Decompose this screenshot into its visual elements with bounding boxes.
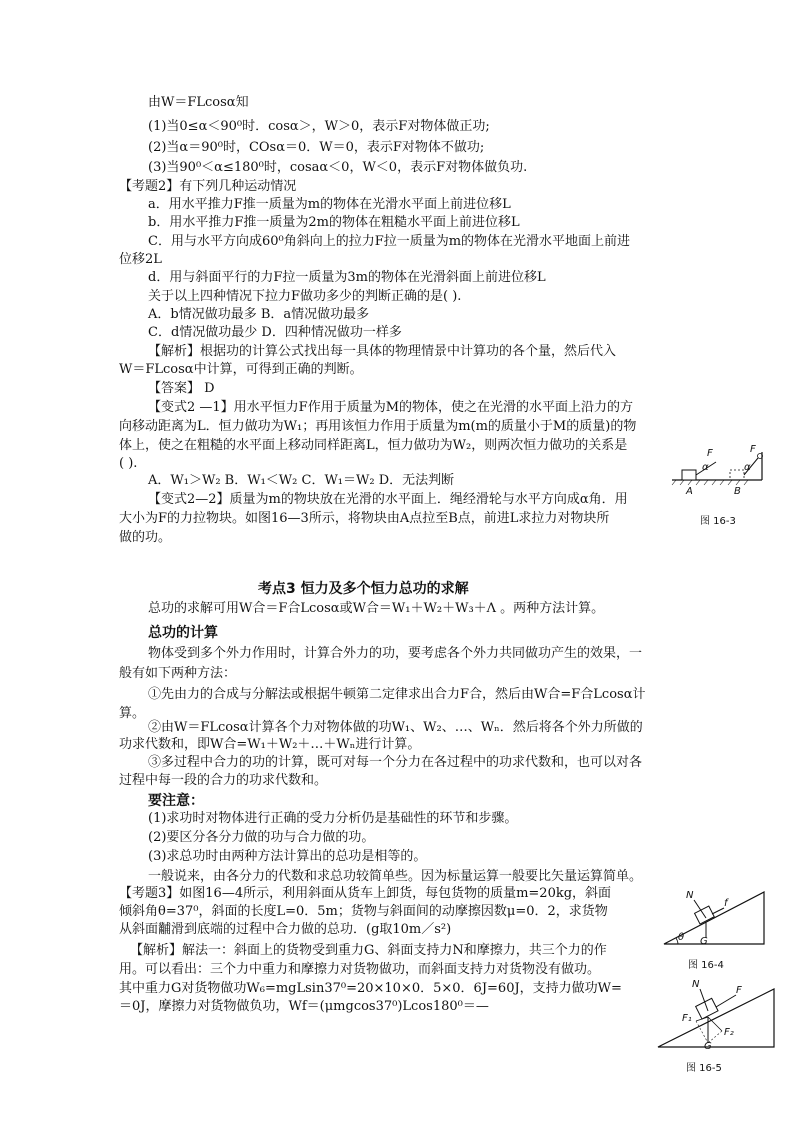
- text-line: 【解析】解法一：斜面上的货物受到重力G、斜面支持力N和摩擦力，共三个力的作: [130, 943, 607, 958]
- label-force: F: [736, 985, 742, 996]
- text-line: b．用水平推力F推一质量为2m的物体在粗糙水平面上前进位移L: [148, 215, 520, 230]
- label-gravity: G: [700, 936, 708, 947]
- text-line: 物体受到多个外力作用时，计算合外力的功，要考虑各个外力共同做功产生的效果，一: [148, 646, 643, 661]
- text-line: 【变式2—2】质量为m的物块放在光滑的水平面上．绳经滑轮与水平方向成α角．用: [148, 492, 628, 507]
- label-component-f1: F₁: [682, 1013, 692, 1024]
- text-line: 倾斜角θ=37⁰，斜面的长度L=0．5m；货物与斜面间的动摩擦因数μ=0．2，求货物: [119, 904, 608, 919]
- label-point-a: A: [686, 486, 693, 497]
- text-line: 由W＝FLcosα知: [148, 95, 249, 110]
- text-line: 【解析】根据功的计算公式找出每一具体的物理情景中计算功的各个量，然后代入: [148, 344, 617, 359]
- text-line: (2)要区分各分力做的功与合力做的功。: [148, 830, 375, 845]
- figure-16-5: [650, 975, 780, 1073]
- text-line: (3)求总功时由两种方法计算出的总功是相等的。: [148, 849, 427, 864]
- text-line: 大小为F的力拉物块。如图16—3所示，将物块由A点拉至B点，前进L求拉力对物块所: [119, 511, 610, 526]
- figure-caption: 图 16-4: [688, 960, 724, 971]
- text-line: 用。可以看出：三个力中重力和摩擦力对货物做功，而斜面支持力对货物没有做功。: [119, 962, 601, 977]
- text-line: ②由W＝FLcosα计算各个力对物体做的功W₁、W₂、…、Wₙ．然后将各个外力所做的: [148, 720, 643, 735]
- text-line: C．d情况做功最少 D．四种情况做功一样多: [148, 325, 402, 340]
- text-line: ( ).: [119, 456, 138, 471]
- text-line: 【变式2 —1】用水平恒力F作用于质量为M的物体，使之在光滑的水平面上沿力的方: [148, 400, 634, 415]
- text-line: ＝0J，摩擦力对货物做负功，Wf＝(μmgcos37⁰)Lcos180⁰＝—: [119, 999, 489, 1014]
- figure-16-5-diagram: [650, 975, 780, 1055]
- label-point-b: B: [734, 486, 741, 497]
- text-line: ①先由力的合成与分解法或根据牛顿第二定律求出合力F合，然后由W合=F合Lcosα计: [148, 687, 646, 702]
- text-line: 【答案】 D: [148, 381, 215, 396]
- text-line: 关于以上四种情况下拉力F做功多少的判断正确的是( ).: [148, 289, 462, 304]
- text-line: 总功的求解可用W合＝F合Lcosα或W合＝W₁＋W₂＋W₃＋Λ 。两种方法计算。: [148, 601, 605, 616]
- text-line: 从斜面黼滑到底端的过程中合力做的总功．(g取10m／s²): [119, 922, 452, 937]
- text-line: a．用水平推力F推一质量为m的物体在光滑水平面上前进位移L: [148, 197, 511, 212]
- text-line: (2)当α＝90⁰时，COsα＝0．W＝0，表示F对物体不做功;: [148, 140, 485, 155]
- text-line: (3)当90⁰＜α≤180⁰时，cosaα＜0，W＜0，表示F对物体做负功.: [148, 160, 528, 175]
- label-gravity: G: [704, 1041, 712, 1052]
- text-line: 其中重力G对货物做功W₆=mgLsin37⁰=20×10×0．5×0．6J=60J，支持力做功W=: [119, 981, 622, 996]
- text-line: W＝FLcosα中计算，可得到正确的判断。: [119, 362, 363, 377]
- text-line: 过程中每一段的合力的功求代数和。: [119, 773, 328, 788]
- label-component-f2: F₂: [724, 1027, 734, 1038]
- subheading: 总功的计算: [148, 625, 218, 641]
- subheading: 要注意：: [148, 793, 204, 809]
- label-normal-force: N: [686, 890, 694, 901]
- label-force: F: [750, 444, 756, 455]
- label-force: F: [707, 448, 713, 459]
- figure-16-4: [660, 886, 770, 970]
- figure-caption: 图 16-5: [686, 1063, 722, 1074]
- text-line: 般有如下两种方法：: [119, 666, 237, 681]
- text-line: A．b情况做功最多 B．a情况做功最多: [148, 307, 370, 322]
- text-line: C．用与水平方向成60⁰角斜向上的拉力F拉一质量为m的物体在光滑水平地面上前进: [148, 234, 631, 249]
- text-line: (1)当0≤α＜90⁰时．cosα＞，W＞0，表示F对物体做正功;: [148, 119, 490, 134]
- text-line: A．W₁＞W₂ B．W₁＜W₂ C．W₁＝W₂ D．无法判断: [148, 473, 455, 488]
- text-line: 功求代数和，即W合=W₁＋W₂＋…＋Wₙ进行计算。: [119, 737, 421, 752]
- figure-16-3: [670, 440, 770, 530]
- text-line: 【考题2】有下列几种运动情况: [119, 179, 297, 194]
- text-line: 位移2L: [119, 252, 162, 267]
- label-friction: f: [724, 898, 728, 909]
- text-line: d．用与斜面平行的力F拉一质量为3m的物体在光滑斜面上前进位移L: [148, 270, 546, 285]
- text-line: 算。: [119, 706, 146, 721]
- text-line: 体上，使之在粗糙的水平面上移动同样距离L，恒力做功为W₂，则两次恒力做功的关系是: [119, 438, 628, 453]
- text-line: ③多过程中合力的功的计算，既可对每一个分力在各过程中的功求代数和，也可以对各: [148, 755, 643, 770]
- figure-caption: 图 16-3: [700, 516, 736, 527]
- text-line: 向移动距离为L．恒力做功为W₁；再用该恒力作用于质量为m(m的质量小于M的质量)的物: [119, 419, 637, 434]
- text-line: (1)求功时对物体进行正确的受力分析仍是基础性的环节和步骤。: [148, 811, 518, 826]
- label-normal-force: N: [692, 979, 700, 990]
- text-line: 一般说来，由各分力的代数和求总功较简单些。因为标量运算一般要比矢量运算简单。: [148, 869, 643, 884]
- label-angle: α: [744, 462, 751, 473]
- label-angle: α: [702, 462, 709, 473]
- label-angle: θ: [678, 932, 685, 943]
- text-line: 【考题3】如图16—4所示，利用斜面从货车上卸货，每包货物的质量m=20kg，斜面: [119, 886, 612, 901]
- section-heading: 考点3 恒力及多个恒力总功的求解: [258, 581, 469, 597]
- figure-16-4-diagram: [660, 886, 770, 950]
- text-line: 做的功。: [119, 530, 172, 545]
